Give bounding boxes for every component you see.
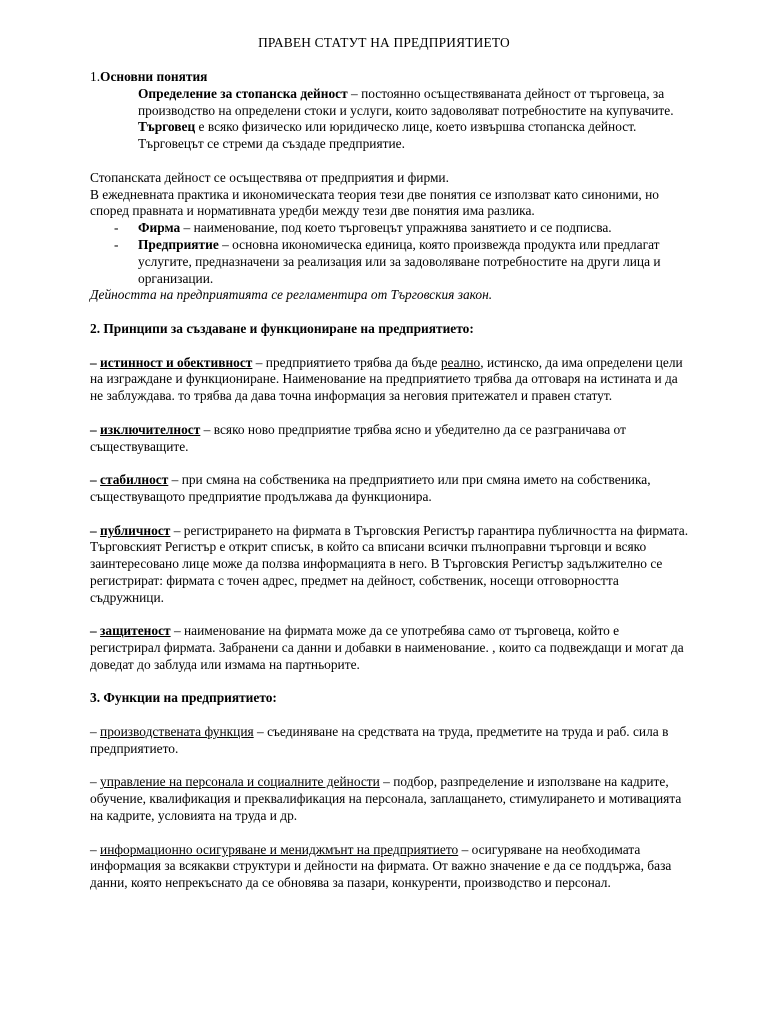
function-term: информационно осигуряване и мениджмънт на предприятието (100, 841, 459, 857)
function-prefix: – (90, 841, 101, 857)
function-term: производствената функция (100, 724, 254, 740)
bullet-enterprise-text: – основна икономическа единица, която произвежда продукта или предлагат услугите, предназначени за реализация или за задоволяване потребностите на други лица и организации. (138, 236, 661, 286)
function-production (90, 724, 690, 758)
section-1-heading (90, 69, 690, 86)
principle-prefix: – (90, 472, 101, 488)
principle-underlined-word: реално (440, 354, 481, 370)
principle-text: – при смяна на собственика на предприятието или при смяна името на собственика, съществуващото предприятие продължава да функционира. (90, 472, 651, 504)
principle-text: – предприятието трябва да бъде (252, 354, 441, 370)
definition-term: Определение за стопанска дейност (138, 85, 348, 101)
principle-protection (90, 623, 690, 673)
practice-paragraph: В ежедневната практика и икономическата теория тези две понятия се използват като синоними, но според правната и нормативната уредби между тези две понятия има разлика. (90, 186, 659, 219)
function-prefix: – (90, 774, 101, 790)
trader-text: е всяко физическо или юридическо лице, което извършва стопанска дейност. Търговецът се стреми да създаде предприятие. (138, 119, 637, 152)
principle-exclusivity (90, 422, 690, 456)
principle-text: – наименование на фирмата може да се употребява само от търговеца, който е регистрирал фирмата. Забранени са данни и добавки в наименование. , които са подвеждащи и могат да доведат до заблуда или измама на партньорите. (90, 623, 684, 672)
trader-term: Търговец (138, 119, 196, 135)
function-text: – съединяване на средствата на труда, предметите на труда и раб. сила в предприятието. (90, 724, 669, 756)
principle-prefix: – (90, 623, 101, 639)
definition-text: – постоянно осъществяваната дейност от търговеца, за производство на определени стоки и услуги, които задоволяват потребностите на купувачите. (138, 85, 674, 118)
activity-paragraph: Стопанската дейност се осъществява от предприятия и фирми. (90, 169, 449, 185)
principle-term: стабилност (100, 472, 169, 488)
principle-term: изключителност (100, 421, 201, 437)
document-body (90, 69, 690, 892)
principle-prefix: – (90, 421, 101, 437)
section-1-number: 1. (90, 69, 101, 84)
bullet-dash: - (114, 220, 119, 236)
principle-text-cont: , истинско, да има определени цели на изграждане и функциониране. Наименование на предприятието трябва да отговаря на истината и да не заблуждава. то трябва да дава точна информация за неговия притежател и правен статут. (90, 354, 683, 404)
section-2-heading: 2. Принципи за създаване и функциониране на предприятието: (90, 320, 474, 336)
principle-term: истинност и обективност (100, 354, 253, 370)
trader-paragraph (90, 119, 690, 153)
function-information (90, 842, 690, 892)
bullet-firm (90, 220, 690, 237)
function-prefix: – (90, 724, 101, 740)
bullet-firm-text: – наименование, под което търговецът упражнява занятието и се подписва. (180, 220, 612, 236)
principle-text: – регистрирането на фирмата в Търговския Регистър гарантира публичността на фирмата. Търговският Регистър е открит списък, в който са вписани всички пълноправни търговци и всяко заинтересовано лице може да ползва информацията в него. В Търговския Регистър задължително се регистрират: фирмата с точен адрес, предмет на дейност, собственик, носещи отговорността съдружници. (90, 522, 689, 605)
principle-prefix: – (90, 522, 101, 538)
document-title: ПРАВЕН СТАТУТ НА ПРЕДПРИЯТИЕТО (258, 35, 510, 50)
principle-term: публичност (100, 522, 171, 538)
law-note: Дейността на предприятията се регламентира от Търговския закон. (90, 287, 493, 303)
function-text: – осигуряване на необходимата информация за всякакви структури и дейности на фирмата. От важно значение е да се поддържа, база данни, която непрекъснато да се обновява за пазари, конкуренти, производство и персонал. (90, 841, 672, 891)
section-3-heading: 3. Функции на предприятието: (90, 690, 277, 706)
principle-stability (90, 472, 690, 506)
principle-prefix: – (90, 354, 101, 370)
function-text: – подбор, разпределение и използване на кадрите, обучение, квалификация и преквалификация на персонала, заплащането, стимулирането и мотивацията на кадрите, условията на труда и др. (90, 774, 682, 824)
principle-truthfulness (90, 355, 690, 405)
principle-term: защитеност (100, 623, 171, 639)
principle-text: – всяко ново предприятие трябва ясно и убедително да се разграничава от съществуващите. (90, 421, 626, 454)
function-personnel (90, 774, 690, 824)
definition-paragraph (90, 86, 690, 120)
principle-publicity (90, 523, 690, 607)
bullet-dash: - (114, 236, 119, 252)
bullet-enterprise-term: Предприятие (138, 236, 219, 252)
bullet-enterprise (90, 237, 690, 287)
function-term: управление на персонала и социалните дейности (100, 774, 380, 790)
section-1-title: Основни понятия (100, 69, 208, 84)
bullet-firm-term: Фирма (138, 220, 181, 236)
